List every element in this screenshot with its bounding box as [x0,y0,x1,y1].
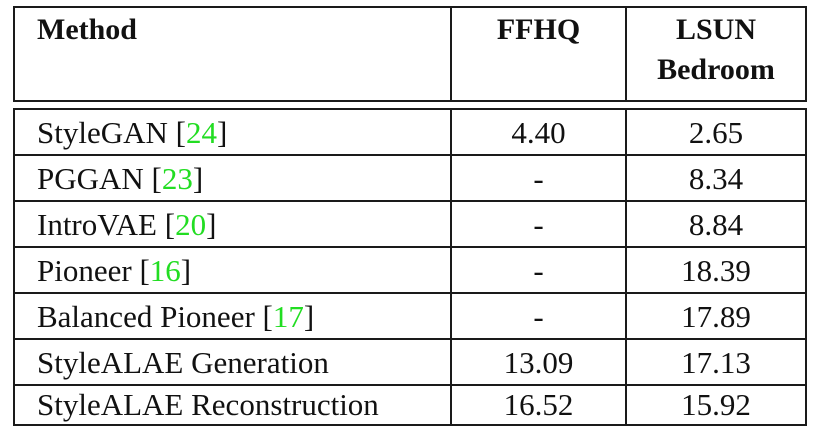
left-border [13,6,15,102]
body-top-rule [13,108,807,110]
row-divider [13,384,807,386]
right-border [805,108,807,426]
ffhq-value: 16.52 [503,387,574,422]
table-bottom-rule [13,424,807,426]
header-method: Method [37,13,137,46]
method-name: StyleALAE Generation [37,345,329,380]
results-table [13,6,807,426]
citation-link[interactable]: 17 [272,299,304,334]
row-divider [13,154,807,156]
lsun-value: 15.92 [681,387,751,422]
lsun-value: 8.84 [688,207,744,242]
method-name: StyleGAN [37,115,168,150]
ffhq-value: 4.40 [511,115,566,150]
method-cell: Pioneer [16] [37,253,192,288]
right-border [805,6,807,102]
method-name: IntroVAE [37,207,157,242]
row-divider [13,338,807,340]
row-divider [13,292,807,294]
method-cell [37,388,379,422]
ffhq-value: - [533,207,544,242]
method-cell [37,346,329,380]
lsun-value: 18.39 [681,253,751,288]
row-divider [13,246,807,248]
ffhq-value: 13.09 [503,345,574,380]
citation-link[interactable]: 20 [175,207,207,242]
header-lsun-line2: Bedroom [657,53,775,86]
method-name: Balanced Pioneer [37,299,255,334]
method-cell: Balanced Pioneer [17] [37,299,315,334]
lsun-value: 17.13 [681,345,751,380]
citation-link[interactable]: 24 [185,115,217,150]
header-bottom-rule [13,100,807,102]
lsun-value: 2.65 [688,115,744,150]
header-ffhq: FFHQ [496,13,581,46]
table-top-rule [13,6,807,8]
citation-link[interactable]: 23 [161,161,193,196]
ffhq-value: - [533,299,544,334]
left-border [13,108,15,426]
method-cell: IntroVAE [20] [37,207,217,242]
citation-link[interactable]: 16 [149,253,181,288]
method-cell: PGGAN [23] [37,161,204,196]
ffhq-value: - [533,161,544,196]
row-divider [13,200,807,202]
method-name: PGGAN [37,161,144,196]
lsun-value: 8.34 [688,161,744,196]
lsun-value: 17.89 [681,299,751,334]
header-lsun-line1: LSUN [675,13,757,46]
method-cell: StyleGAN [24] [37,115,228,150]
method-name: Pioneer [37,253,132,288]
method-name: StyleALAE Reconstruction [37,387,379,422]
ffhq-value: - [533,253,544,288]
